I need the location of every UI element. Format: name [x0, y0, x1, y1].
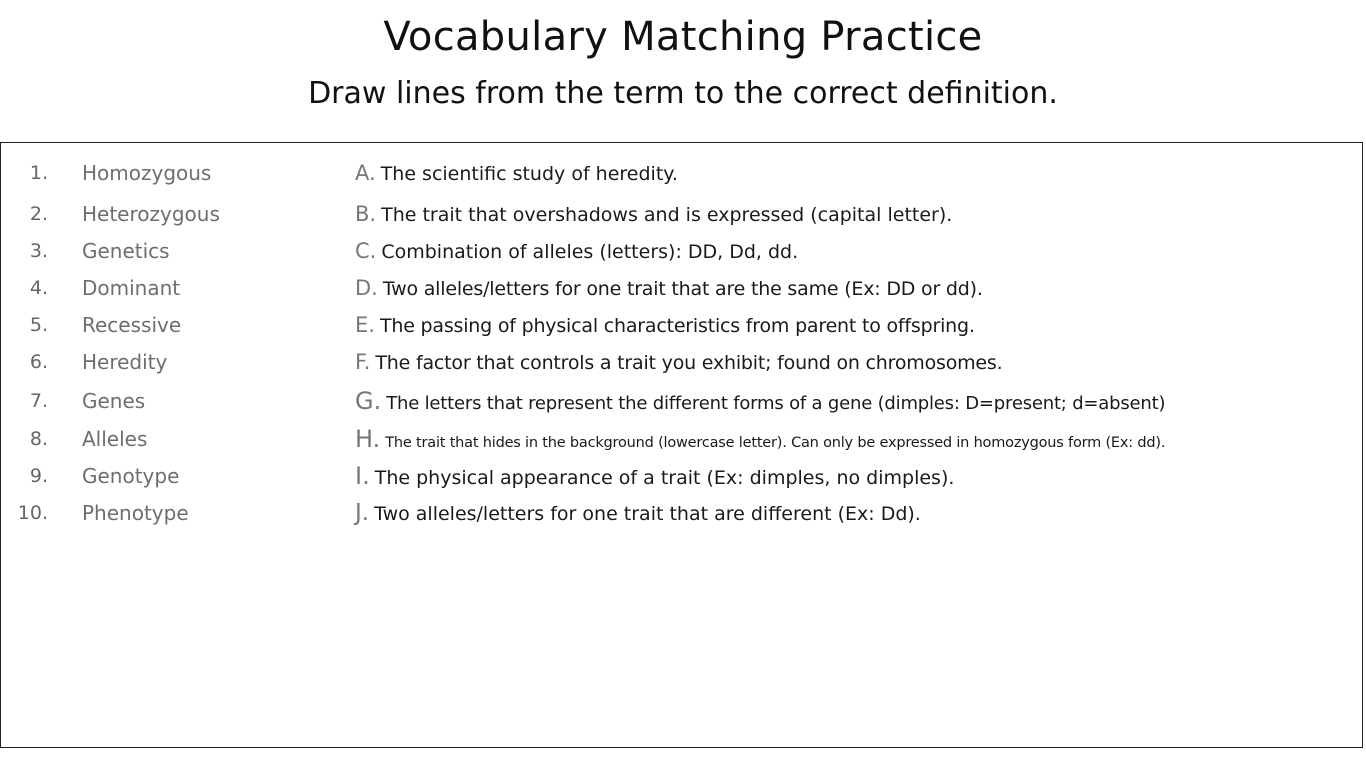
matching-row: [0, 273, 1366, 303]
definition-item: [355, 158, 678, 190]
page-title: Vocabulary Matching Practice: [383, 14, 983, 60]
term-number: 7.: [29, 390, 48, 412]
term-number: 5.: [29, 314, 48, 336]
definition-item: [355, 310, 975, 342]
definition-item: [355, 236, 798, 268]
definition-text: The trait that overshadows and is expressed (capital letter).: [381, 204, 953, 226]
definition-letter: H.: [355, 425, 381, 453]
definition-item: [355, 461, 954, 494]
definition-letter: J.: [355, 500, 370, 526]
definition-item: [355, 199, 952, 231]
term-label: Homozygous: [82, 161, 212, 185]
matching-row: [0, 236, 1366, 266]
definition-letter: C.: [355, 239, 377, 263]
term-label: Dominant: [82, 276, 181, 300]
definition-item: [355, 498, 921, 530]
definition-item: [355, 424, 1165, 458]
matching-row: [0, 310, 1366, 340]
definition-text: The letters that represent the different forms of a gene (dimples: D=present; d=absent): [386, 393, 1166, 414]
matching-row: [0, 424, 1366, 454]
definition-item: [355, 347, 1002, 379]
definition-text: The scientific study of heredity.: [380, 163, 678, 185]
term-number: 6.: [29, 351, 48, 373]
matching-row: [0, 386, 1366, 416]
definition-item: [355, 386, 1165, 419]
definition-letter: I.: [355, 462, 370, 490]
matching-row: [0, 461, 1366, 491]
term-label: Genotype: [82, 464, 180, 488]
instructions: Draw lines from the term to the correct definition.: [308, 76, 1058, 111]
definition-text: The passing of physical characteristics from parent to offspring.: [379, 315, 975, 337]
definition-letter: B.: [355, 202, 377, 226]
term-label: Heterozygous: [82, 202, 220, 226]
term-number: 8.: [29, 428, 48, 450]
definition-item: [355, 273, 983, 305]
matching-row: [0, 158, 1366, 188]
term-number: 9.: [29, 465, 48, 487]
term-number: 3.: [29, 240, 48, 262]
definition-text: Two alleles/letters for one trait that are different (Ex: Dd).: [374, 503, 921, 525]
definition-letter: A.: [355, 161, 376, 185]
matching-row: [0, 498, 1366, 528]
matching-row: [0, 347, 1366, 377]
term-number: 4.: [29, 277, 48, 299]
definition-text: The physical appearance of a trait (Ex: dimples, no dimples).: [374, 467, 955, 489]
term-label: Alleles: [82, 427, 148, 451]
term-label: Genetics: [82, 239, 170, 263]
matching-row: [0, 199, 1366, 229]
definition-text: Combination of alleles (letters): DD, Dd, dd.: [381, 241, 799, 263]
term-number: 10.: [17, 502, 48, 524]
term-number: 1.: [29, 162, 48, 184]
term-label: Recessive: [82, 313, 182, 337]
definition-text: The factor that controls a trait you exhibit; found on chromosomes.: [375, 352, 1003, 374]
term-number: 2.: [29, 203, 48, 225]
term-label: Phenotype: [82, 501, 189, 525]
definition-letter: E.: [355, 313, 375, 337]
term-label: Genes: [82, 389, 146, 413]
definition-letter: F.: [355, 350, 371, 374]
definition-text: The trait that hides in the background (lowercase letter). Can only be expressed in homozygous form (Ex: dd).: [385, 435, 1166, 451]
definition-text: Two alleles/letters for one trait that are the same (Ex: DD or dd).: [382, 278, 983, 300]
definition-letter: G.: [355, 387, 382, 415]
term-label: Heredity: [82, 350, 168, 374]
definition-letter: D.: [355, 276, 378, 300]
